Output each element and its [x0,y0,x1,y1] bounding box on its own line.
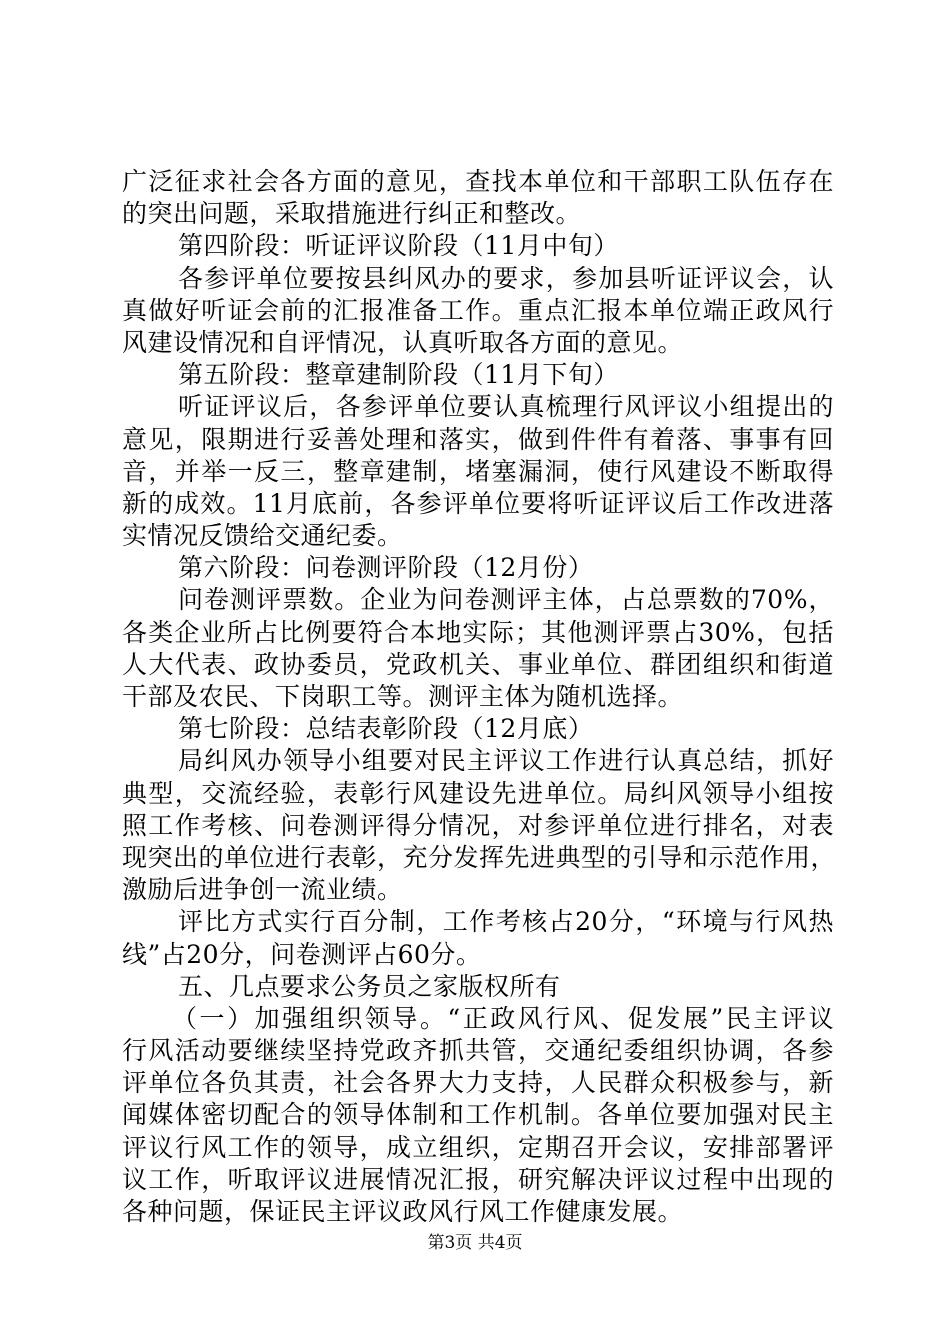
text-line: 干部及农民、下岗职工等。测评主体为随机选择。 [122,682,684,711]
text-line: 各种问题，保证民主评议政风行风工作健康发展。 [122,1197,684,1226]
text-line: 风建设情况和自评情况，认真听取各方面的意见。 [122,327,684,357]
text-line: 第五阶段：整章建制阶段（11月下旬） [178,360,619,390]
text-line: 问卷测评票数。企业为问卷测评主体，占总票数的70%， [178,585,834,615]
text-line: 音，并举一反三，整章建制，堵塞漏洞，使行风建设不断取得 [122,456,834,486]
text-line: 第六阶段：问卷测评阶段（12月份） [178,553,594,583]
text-line: 照工作考核、问卷测评得分情况，对参评单位进行排名，对表 [122,810,834,840]
text-line: 广泛征求社会各方面的意见，查找本单位和干部职工队伍存在 [122,167,834,196]
text-line: 真做好听证会前的汇报准备工作。重点汇报本单位端正政风行 [122,295,834,325]
text-line: 激励后进争创一流业绩。 [122,875,403,905]
text-line: 意见，限期进行妥善处理和落实，做到件件有着落、事事有回 [122,424,834,454]
text-line: 各参评单位要按县纠风办的要求，参加县听证评议会，认 [178,263,834,293]
text-line: （一）加强组织领导。“正政风行风、促发展”民主评议 [172,1003,834,1033]
text-line: 新的成效。11月底前，各参评单位要将听证评议后工作改进落 [122,488,834,518]
text-line: 第七阶段：总结表彰阶段（12月底） [178,714,594,744]
text-line: 评单位各负其责，社会各界大力支持，人民群众积极参与，新 [122,1068,834,1098]
text-line: 现突出的单位进行表彰，充分发挥先进典型的引导和示范作用， [122,842,837,872]
text-line: 实情况反馈给交通纪委。 [122,521,403,551]
text-line: 评议行风工作的领导，成立组织，定期召开会议，安排部署评 [122,1132,834,1162]
text-line: 听证评议后，各参评单位要认真梳理行风评议小组提出的 [178,392,834,422]
text-line: 行风活动要继续坚持党政齐抓共管，交通纪委组织协调，各参 [122,1036,834,1066]
text-line: 典型，交流经验，表彰行风建设先进单位。局纠风领导小组按 [122,778,834,808]
text-line: 五、几点要求公务员之家版权所有 [178,971,561,1001]
text-line: 的突出问题，采取措施进行纠正和整改。 [122,199,582,229]
page-footer: 第3页 共4页 [427,1233,523,1253]
text-line: 各类企业所占比例要符合本地实际；其他测评票占30%，包括 [122,617,834,647]
text-line: 人大代表、政协委员，党政机关、事业单位、群团组织和街道 [122,649,834,679]
text-line: 第四阶段：听证评议阶段（11月中旬） [178,231,619,261]
text-line: 评比方式实行百分制，工作考核占20分，“环境与行风热 [178,907,834,937]
text-line: 线”占20分，问卷测评占60分。 [122,939,482,969]
text-line: 局纠风办领导小组要对民主评议工作进行认真总结，抓好 [178,746,834,776]
document-body [122,166,837,1228]
text-line: 议工作，听取评议进展情况汇报，研究解决评议过程中出现的 [122,1164,834,1194]
text-line: 闻媒体密切配合的领导体制和工作机制。各单位要加强对民主 [122,1100,834,1130]
